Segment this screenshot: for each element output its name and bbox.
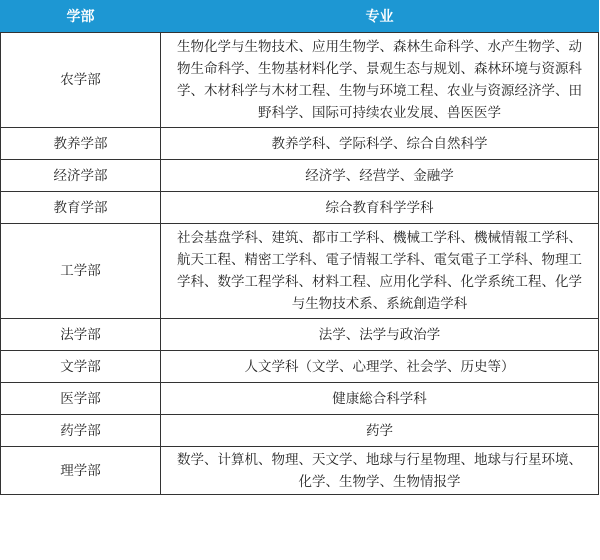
faculty-cell: 文学部 — [1, 351, 161, 383]
table-row — [1, 224, 599, 319]
table-row — [1, 447, 599, 495]
header-faculty: 学部 — [1, 1, 161, 33]
table-row — [1, 128, 599, 160]
majors-cell: 法学、法学与政治学 — [161, 319, 599, 351]
majors-cell: 数学、计算机、物理、天文学、地球与行星物理、地球与行星环境、化学、生物学、生物情报学 — [161, 447, 599, 495]
faculty-cell: 药学部 — [1, 415, 161, 447]
majors-cell: 健康総合科学科 — [161, 383, 599, 415]
table-header-row — [1, 1, 599, 33]
majors-cell: 药学 — [161, 415, 599, 447]
faculty-cell: 教养学部 — [1, 128, 161, 160]
table-row — [1, 319, 599, 351]
faculty-cell: 工学部 — [1, 224, 161, 319]
faculty-cell: 经济学部 — [1, 160, 161, 192]
faculty-cell: 法学部 — [1, 319, 161, 351]
table-row — [1, 415, 599, 447]
majors-cell: 经济学、经营学、金融学 — [161, 160, 599, 192]
majors-cell: 教养学科、学际科学、综合自然科学 — [161, 128, 599, 160]
majors-cell: 社会基盘学科、建筑、都市工学科、機械工学科、機械情報工学科、航天工程、精密工学科、電子情報工学科、電気電子工学科、物理工学科、数学工程学科、材料工程、应用化学科、化学系统工程、化学与生物技术系、系統創造学科 — [161, 224, 599, 319]
faculty-cell: 教育学部 — [1, 192, 161, 224]
faculty-cell: 农学部 — [1, 33, 161, 128]
majors-cell: 生物化学与生物技术、应用生物学、森林生命科学、水产生物学、动物生命科学、生物基材料化学、景观生态与规划、森林环境与资源科学、木材科学与木材工程、生物与环境工程、农业与资源经济学、田野科学、国际可持续农业发展、兽医医学 — [161, 33, 599, 128]
table-row — [1, 351, 599, 383]
header-majors: 专业 — [161, 1, 599, 33]
faculty-cell: 医学部 — [1, 383, 161, 415]
majors-cell: 人文学科（文学、心理学、社会学、历史等） — [161, 351, 599, 383]
majors-cell: 综合教育科学学科 — [161, 192, 599, 224]
table-row — [1, 383, 599, 415]
faculty-cell: 理学部 — [1, 447, 161, 495]
table-row — [1, 33, 599, 128]
table-row — [1, 192, 599, 224]
table-row — [1, 160, 599, 192]
